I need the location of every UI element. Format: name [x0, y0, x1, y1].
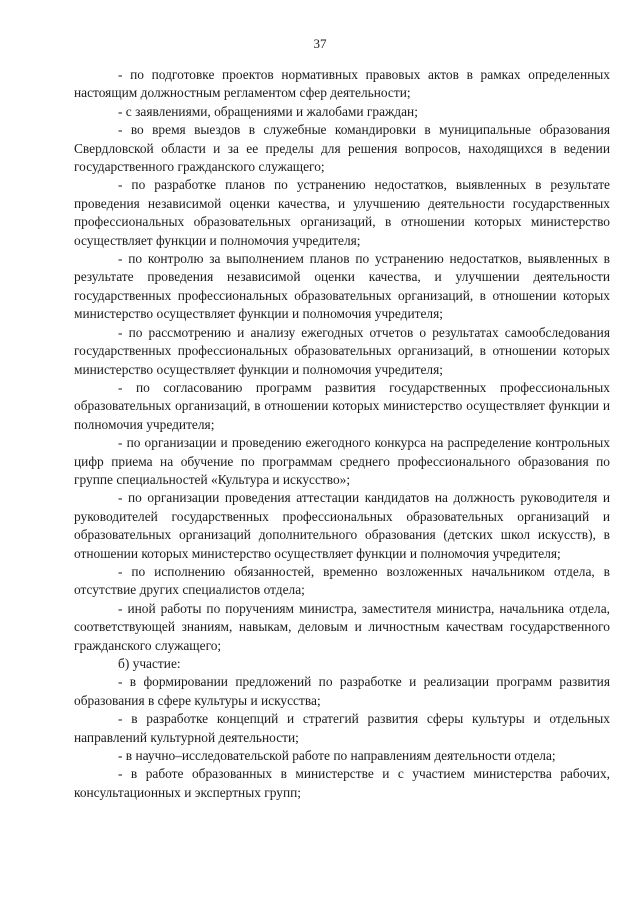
paragraph-research-work: - в научно–исследовательской работе по направлениям деятельности отдела;	[118, 748, 556, 764]
paragraph-other-assignments: - иной работы по поручениям министра, заместителя министра, начальника отдела, соответствующей знаниям, навыкам, деловым и личностным качествам государственного гражданского служащего;	[74, 600, 610, 653]
paragraph-attestation: - по организации проведения аттестации кандидатов на должность руководителя и руководителей государственных профессиональных образовательных организаций и образовательных организаций дополнительного образования (детских школ искусств), в отношении которых министерство осуществляет функции и полномочия учредителя;	[74, 490, 610, 561]
paragraph-self-assessment-reports: - по рассмотрению и анализу ежегодных отчетов о результатах самообследования государственных профессиональных образовательных организаций, в отношении которых министерство осуществляет функции и полномочия учредителя;	[74, 324, 610, 377]
paragraph-temporary-duties: - по исполнению обязанностей, временно возложенных начальником отдела, в отсутствие других специалистов отдела;	[74, 563, 610, 598]
paragraph-plan-control: - по контролю за выполнением планов по устранению недостатков, выявленных в результате проведения независимой оценки качества, и улучшении деятельности государственных профессиональных образовательных организаций, в отношении которых министерство осуществляет функции и полномочия учредителя;	[74, 251, 610, 322]
paragraph-development-programs: - по согласованию программ развития государственных профессиональных образовательных организаций, в отношении которых министерство осуществляет функции и полномочия учредителя;	[74, 379, 610, 432]
paragraph-program-proposals: - в формировании предложений по разработке и реализации программ развития образования в сфере культуры и искусства;	[74, 674, 610, 708]
document-body	[74, 66, 610, 802]
paragraph-working-groups: - в работе образованных в министерстве и с участием министерства рабочих, консультационных и экспертных групп;	[74, 766, 610, 800]
paragraph-admission-contest: - по организации и проведению ежегодного конкурса на распределение контрольных цифр приема на обучение по программам среднего профессионального образования по группе специальностей «Культура и искусство»;	[74, 435, 610, 487]
paragraph-concepts-strategies: - в разработке концепций и стратегий развития сферы культуры и отдельных направлений культурной деятельности;	[74, 711, 610, 745]
paragraph-citizen-appeals: - с заявлениями, обращениями и жалобами граждан;	[118, 103, 418, 119]
paragraph-business-trips: - во время выездов в служебные командировки в муниципальные образования Свердловской области и за ее пределы для решения вопросов, находящихся в ведении государственного гражданского служащего;	[74, 122, 610, 175]
paragraph-drafting-acts: - по подготовке проектов нормативных правовых актов в рамках определенных настоящим должностным регламентом сфер деятельности;	[74, 67, 610, 101]
paragraph-participation-heading: б) участие:	[118, 656, 181, 671]
page-number: 37	[313, 36, 327, 51]
paragraph-improvement-plans: - по разработке планов по устранению недостатков, выявленных в результате проведения независимой оценки качества, и улучшению деятельности государственных профессиональных образовательных организаций, в отношении которых министерство осуществляет функции и полномочия учредителя;	[74, 177, 610, 248]
